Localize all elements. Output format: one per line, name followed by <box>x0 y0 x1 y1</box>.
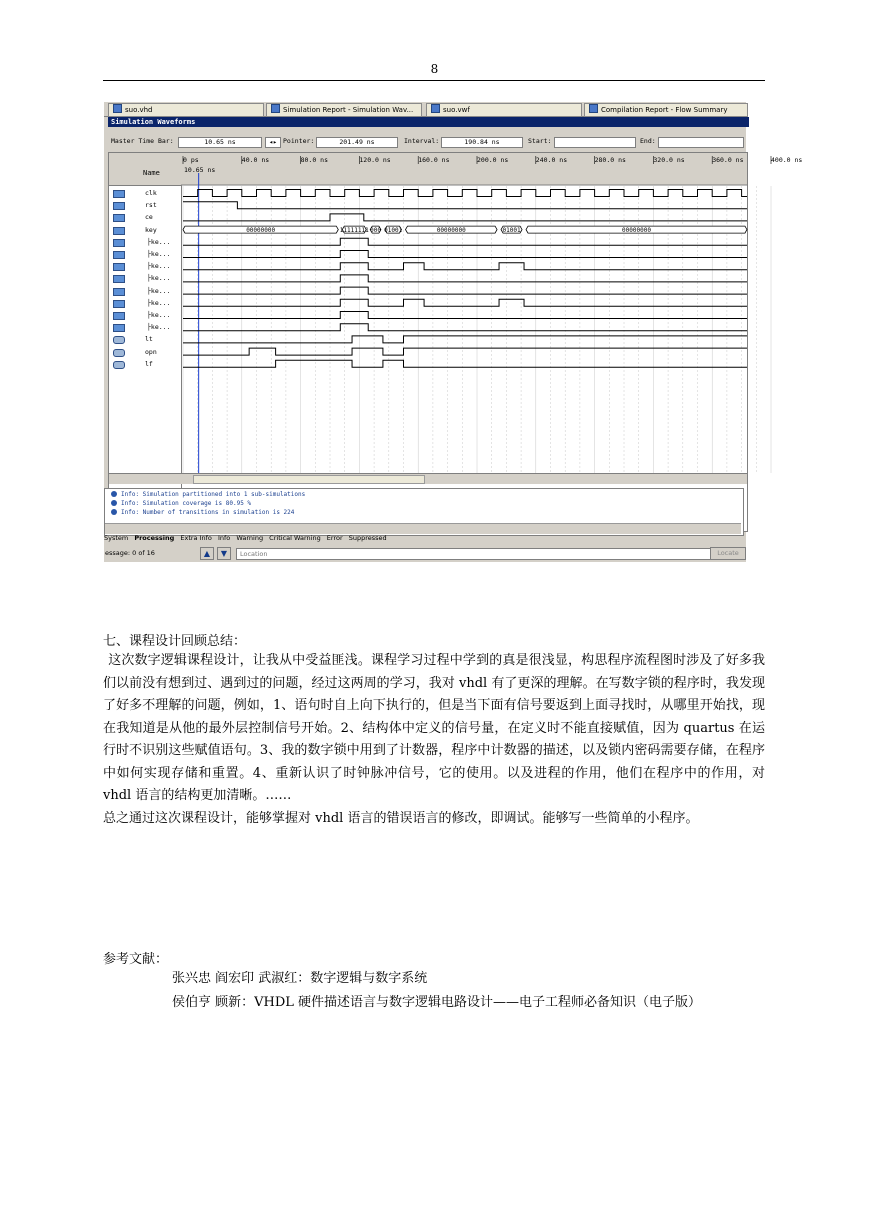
signal-name: opn <box>145 347 157 356</box>
signal-wave <box>183 299 747 306</box>
waveform-svg <box>181 153 803 473</box>
input-pin-icon <box>113 324 125 332</box>
signal-wave <box>183 348 747 355</box>
time-tick-label: 360.0 ns <box>712 156 744 164</box>
tab-system[interactable]: System <box>104 534 129 542</box>
section-body <box>103 650 765 830</box>
signal-row[interactable] <box>109 211 181 223</box>
input-pin-icon <box>113 190 125 198</box>
signal-row[interactable] <box>109 309 181 321</box>
time-tick-label: 160.0 ns <box>418 156 450 164</box>
page-number: 8 <box>430 62 439 76</box>
info-icon <box>111 500 117 506</box>
signal-wave <box>183 251 747 258</box>
bus-value: 00000000 <box>622 226 651 234</box>
signal-wave <box>183 202 747 209</box>
signal-name: ├ke... <box>147 250 171 258</box>
interval-label: Interval: <box>404 137 440 145</box>
signal-row[interactable] <box>109 333 181 345</box>
signal-name: clk <box>145 189 157 197</box>
pointer-label: Pointer: <box>283 137 315 145</box>
window-title: Simulation Waveforms <box>108 117 749 127</box>
time-tick-label: 80.0 ns <box>300 156 329 164</box>
signal-name: ├ke... <box>147 323 171 332</box>
input-pin-icon <box>113 251 125 259</box>
reference-item: 侯伯亨 顾新：VHDL 硬件描述语言与数字逻辑电路设计——电子工程师必备知识（电子版） <box>172 995 702 1010</box>
interval-field[interactable]: 190.84 ns <box>441 137 523 148</box>
tab-critical-warning[interactable]: Critical Warning <box>269 534 321 542</box>
tab-suo-vhd[interactable]: suo.vhd <box>108 103 264 117</box>
arrow-up-icon[interactable]: ▲ <box>200 547 214 560</box>
output-pin-icon <box>113 361 125 369</box>
time-tick-label: 400.0 ns <box>771 156 803 164</box>
input-pin-icon <box>113 214 125 222</box>
input-pin-icon <box>113 202 125 210</box>
references-heading: 参考文献： <box>103 952 169 967</box>
tab-info[interactable]: Info <box>217 534 231 542</box>
input-pin-icon <box>113 312 125 320</box>
input-pin-icon <box>113 239 125 247</box>
signal-row[interactable] <box>109 187 181 199</box>
signal-wave <box>183 360 747 367</box>
report-icon <box>589 104 598 113</box>
time-bar <box>108 134 746 149</box>
signal-name: ├ke... <box>147 237 171 246</box>
name-header: Name <box>109 153 181 186</box>
signal-name: ├ke... <box>147 311 171 319</box>
tab-processing[interactable]: Processing <box>134 534 175 542</box>
signal-wave <box>183 287 747 294</box>
paragraph: 总之通过这次课程设计，能够掌握对 vhdl 语言的错误语言的修改，即调试。能够写一些简单的小程序。 <box>103 810 699 826</box>
tab-compilation-report[interactable]: Compilation Report - Flow Summary <box>584 103 748 117</box>
signal-row[interactable] <box>109 297 181 309</box>
waveform-panel <box>108 152 803 532</box>
signal-wave <box>183 190 747 197</box>
tab-warning[interactable]: Warning <box>236 534 264 542</box>
signal-row[interactable] <box>109 321 181 333</box>
input-pin-icon <box>113 275 125 283</box>
signal-row[interactable] <box>109 285 181 297</box>
time-tick-label: 240.0 ns <box>535 156 568 164</box>
signal-name: rst <box>145 201 157 210</box>
signal-wave <box>183 238 747 245</box>
signal-name: lf <box>145 359 153 368</box>
signal-wave <box>183 324 747 331</box>
master-time-bar-field[interactable]: 10.65 ns <box>178 137 262 148</box>
time-tick-label: 40.0 ns <box>241 156 270 164</box>
master-time-bar-label: Master Time Bar: <box>111 137 174 145</box>
output-pin-icon <box>113 336 125 344</box>
signal-wave <box>183 312 747 319</box>
header-rule <box>103 80 765 81</box>
simulation-screenshot <box>104 102 803 562</box>
bus-value: 00000000 <box>246 226 276 234</box>
message-tabs <box>104 533 746 543</box>
scroll-thumb[interactable] <box>193 475 425 484</box>
bus-value: 11111111 <box>339 226 369 234</box>
message-window <box>104 488 744 536</box>
location-field[interactable]: Location <box>236 548 711 560</box>
input-pin-icon <box>113 227 125 235</box>
locate-button[interactable]: Locate <box>710 547 746 560</box>
message-count: essage: 0 of 16 <box>105 549 155 557</box>
tab-extra-info[interactable]: Extra Info <box>180 534 212 542</box>
signal-row[interactable] <box>109 346 181 358</box>
message-status-bar <box>104 546 746 560</box>
bus-value: 01001 <box>502 226 521 234</box>
signal-wave <box>183 275 747 282</box>
signal-name: ce <box>145 213 153 222</box>
signal-row[interactable] <box>109 236 181 248</box>
time-bar-arrows[interactable]: ◂▸ <box>265 137 281 148</box>
signal-row[interactable] <box>109 272 181 284</box>
tab-error[interactable]: Error <box>326 534 343 542</box>
time-tick-label: 0 ps <box>183 156 199 164</box>
document-tabs <box>104 102 746 117</box>
report-icon <box>271 104 280 113</box>
output-pin-icon <box>113 349 125 357</box>
signal-name: ├ke... <box>147 262 171 271</box>
message-row[interactable]: Info: Number of transitions in simulation is 224 <box>111 509 294 517</box>
waveform-file-icon <box>431 104 440 113</box>
wave-scrollbar[interactable] <box>181 473 747 484</box>
time-tick-label: 200.0 ns <box>477 156 509 164</box>
paragraph: 这次数字逻辑课程设计，让我从中受益匪浅。课程学习过程中学到的真是很浅显，构思程序流程图时涉及了好多我们以前没有想到过、遇到过的问题，经过这两周的学习，我对 vhdl 有了更深的理解。在写数字锁的程序时，我发现了好多不理解的问题，例如，1、语句时自上向下执行的，但是当下面有信号要返到上面寻找时，从哪里开始找，现在我知道是从他的最外层控制信号开始。2、结构体中定义的信号量，在定义时不能直接赋值，因为 quartus 在运行时不识别这些赋值语句。3、我的数字锁中用到了计数器，程序中计数器的描述，以及锁内密码需要存储，在程序中如何实现存储和重置。4、重新认识了时钟脉冲信号，它的使用。以及进程的作用，他们在程序中的作用，对 vhdl 语言的结构更加清晰。…… <box>103 653 765 803</box>
input-pin-icon <box>113 300 125 308</box>
signal-row[interactable] <box>109 358 181 370</box>
signal-row[interactable] <box>109 224 181 236</box>
signal-wave <box>183 214 747 221</box>
input-pin-icon <box>113 263 125 271</box>
tab-simulation-report[interactable]: Simulation Report - Simulation Wav... <box>266 103 422 117</box>
arrow-down-icon[interactable]: ▼ <box>217 547 231 560</box>
section-heading: 七、课程设计回顾总结： <box>103 634 247 649</box>
signal-name: lt <box>145 335 153 344</box>
start-field[interactable] <box>554 137 636 148</box>
signal-row[interactable] <box>109 260 181 272</box>
message-row[interactable]: Info: Simulation coverage is 80.95 % <box>111 500 251 508</box>
time-tick-label: 280.0 ns <box>594 156 626 164</box>
signal-name: ├ke... <box>147 286 171 295</box>
time-tick-label: 120.0 ns <box>359 156 391 164</box>
info-icon <box>111 491 117 497</box>
end-label: End: <box>640 137 656 145</box>
time-tick-label: 320.0 ns <box>653 156 685 164</box>
bus-value: 01001 <box>384 226 403 234</box>
message-row[interactable]: Info: Simulation partitioned into 1 sub-simulations <box>111 491 305 499</box>
start-label: Start: <box>528 137 552 145</box>
name-scrollbar[interactable] <box>109 473 181 484</box>
end-field[interactable] <box>658 137 744 148</box>
info-icon <box>111 509 117 515</box>
signal-wave <box>183 336 747 343</box>
tab-suo-vwf[interactable]: suo.vwf <box>426 103 582 117</box>
pointer-field[interactable]: 201.49 ns <box>316 137 398 148</box>
signal-name: ├ke... <box>147 274 171 283</box>
marker-label: 10.65 ns <box>184 166 216 174</box>
bus-value: 000 <box>370 226 381 234</box>
signal-row[interactable] <box>109 248 181 260</box>
tab-suppressed[interactable]: Suppressed <box>348 534 387 542</box>
vhd-file-icon <box>113 104 122 113</box>
reference-item: 张兴忠 阎宏印 武淑红：数字逻辑与数字系统 <box>172 971 428 986</box>
signal-name: ├ke... <box>147 298 171 307</box>
signal-wave <box>183 263 747 270</box>
bus-value: 00000000 <box>436 226 466 234</box>
input-pin-icon <box>113 288 125 296</box>
signal-row[interactable] <box>109 199 181 211</box>
signal-name: key <box>145 225 157 234</box>
